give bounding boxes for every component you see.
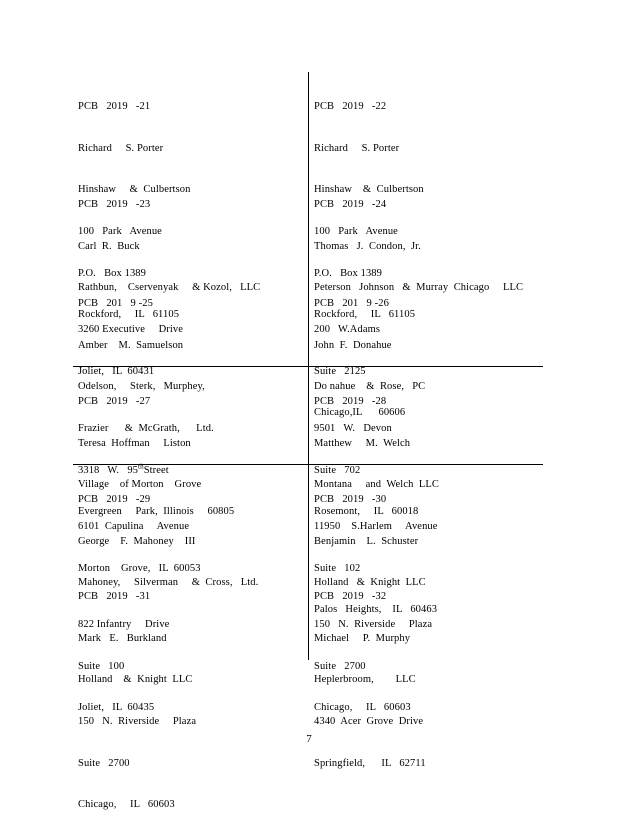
firm-name: Hinshaw & Culbertson <box>78 184 191 196</box>
service-entry-pcb-2019-31 <box>78 562 196 840</box>
address-line: 9501 W. Devon <box>314 422 392 434</box>
service-entry-pcb-2019-32 <box>314 562 426 798</box>
case-number: PCB 2019 -29 <box>78 493 151 505</box>
address-line: 6101 Capulina Avenue <box>78 520 190 532</box>
case-number: PCB 2019 -32 <box>314 590 387 602</box>
address-line: 200 W.Adams <box>314 323 381 335</box>
case-number: PCB 2019 -27 <box>78 395 151 407</box>
city-state-zip: Rockford, IL 61105 <box>78 309 180 321</box>
city-state-zip: Rosemont, IL 60018 <box>314 506 419 518</box>
address-line: 100 Park Avenue <box>314 225 398 237</box>
case-number: PCB 2019 -28 <box>314 395 387 407</box>
firm-name: Holland & Knight LLC <box>78 674 193 686</box>
case-number: PCB 201 9 -25 <box>78 297 153 309</box>
city-state-zip: Chicago, IL 60603 <box>314 702 411 714</box>
case-number: PCB 2019 -30 <box>314 493 387 505</box>
address-line: 100 Park Avenue <box>78 225 162 237</box>
city-state-zip: Joliet, IL 60435 <box>78 702 155 714</box>
address-line: Suite 2125 <box>314 365 366 377</box>
firm-name: Do nahue & Rose, PC <box>314 381 426 393</box>
attorney-name: Michael P. Murphy <box>314 632 411 644</box>
firm-name: Odelson, Sterk, Murphey, <box>78 381 205 393</box>
firm-name: Village of Morton Grove <box>78 479 202 491</box>
attorney-name: Thomas J. Condon, Jr. <box>314 240 421 252</box>
street-word: Street <box>143 464 169 476</box>
city-state-zip: Springfield, IL 62711 <box>314 757 426 769</box>
attorney-name: Benjamin L. Schuster <box>314 535 419 547</box>
city-state-zip: Chicago,IL 60606 <box>314 407 406 419</box>
address-line: Suite 100 <box>78 660 125 672</box>
case-number: PCB 2019 -23 <box>78 198 151 210</box>
address-line: Suite 2700 <box>314 660 366 672</box>
address-line: 3260 Executive Drive <box>78 323 184 335</box>
attorney-name: Teresa Hoffman Liston <box>78 437 191 449</box>
page-number: 7 <box>306 733 312 745</box>
attorney-name: Richard S. Porter <box>78 142 164 154</box>
address-line: 150 N. Riverside Plaza <box>314 618 433 630</box>
address-line: 11950 S.Harlem Avenue <box>314 520 438 532</box>
address-line: 4340 Acer Grove Drive <box>314 715 424 727</box>
city-state-zip: Palos Heights, IL 60463 <box>314 604 438 616</box>
case-number: PCB 2019 -24 <box>314 198 387 210</box>
firm-name: Heplerbroom, LLC <box>314 674 416 686</box>
city-state-zip: Morton Grove, IL 60053 <box>78 562 201 574</box>
case-number: PCB 2019 -22 <box>314 100 387 112</box>
attorney-name: Carl R. Buck <box>78 240 140 252</box>
street-number: 3318 W. 95 <box>78 464 139 476</box>
attorney-name: John F. Donahue <box>314 339 392 351</box>
firm-name: Hinshaw & Culbertson <box>314 184 424 196</box>
city-state-zip: Chicago, IL 60603 <box>78 799 175 811</box>
firm-name: Holland & Knight LLC <box>314 577 426 589</box>
case-number: PCB 201 9 -26 <box>314 297 389 309</box>
attorney-name: Mark E. Burkland <box>78 632 167 644</box>
address-line: P.O. Box 1389 <box>314 267 383 279</box>
attorney-name: Matthew M. Welch <box>314 437 411 449</box>
ordinal-suffix: th <box>138 462 144 471</box>
address-line: Suite 102 <box>314 562 361 574</box>
attorney-name: Amber M. Samuelson <box>78 339 184 351</box>
firm-name: Montana and Welch LLC <box>314 479 440 491</box>
city-state-zip: Rockford, IL 61105 <box>314 309 416 321</box>
firm-name: Rathbun, Cservenyak & Kozol, LLC <box>78 282 261 294</box>
address-line: 822 Infantry Drive <box>78 618 170 630</box>
case-number: PCB 2019 -31 <box>78 590 151 602</box>
attorney-name: Richard S. Porter <box>314 142 400 154</box>
city-state-zip: Joliet, IL 60431 <box>78 365 155 377</box>
case-number: PCB 2019 -21 <box>78 100 151 112</box>
address-line: P.O. Box 1389 <box>78 267 147 279</box>
attorney-name: George F. Mahoney III <box>78 535 196 547</box>
city-state-zip: Evergreen Park, Illinois 60805 <box>78 506 235 518</box>
address-line: Suite 702 <box>314 464 361 476</box>
address-line: 150 N. Riverside Plaza <box>78 715 197 727</box>
firm-name: Peterson Johnson & Murray Chicago LLC <box>314 282 524 294</box>
firm-name: Mahoney, Silverman & Cross, Ltd. <box>78 577 259 589</box>
firm-name: Frazier & McGrath, Ltd. <box>78 422 214 434</box>
address-line: Suite 2700 <box>78 757 130 769</box>
